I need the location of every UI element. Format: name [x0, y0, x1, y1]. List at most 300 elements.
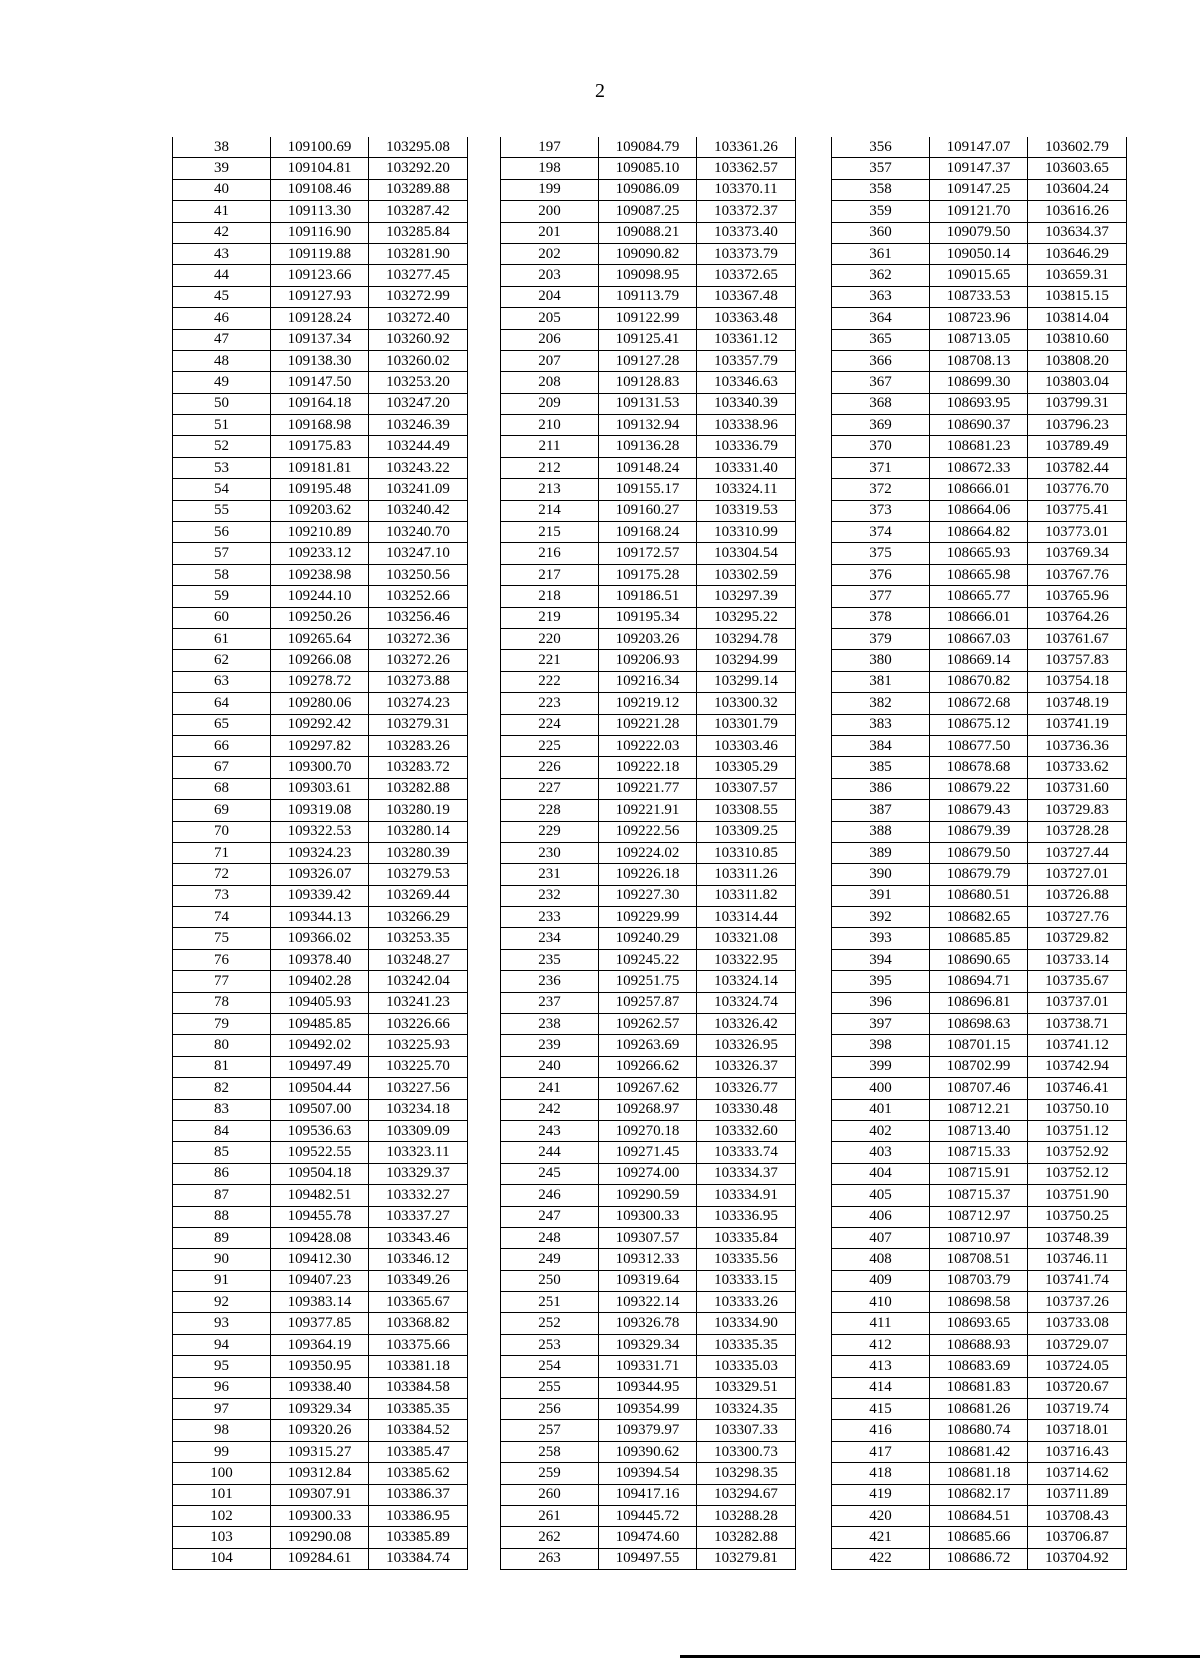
- point-number-cell: 83: [173, 1099, 271, 1120]
- point-number-cell: 375: [832, 543, 930, 564]
- x-coordinate-cell: 109262.57: [599, 1014, 697, 1035]
- y-coordinate-cell: 103776.70: [1028, 479, 1127, 500]
- x-coordinate-cell: 108685.85: [930, 928, 1028, 949]
- table-row: [501, 457, 796, 478]
- point-number-cell: 55: [173, 500, 271, 521]
- x-coordinate-cell: 108672.33: [930, 457, 1028, 478]
- table-row: [832, 821, 1127, 842]
- x-coordinate-cell: 108690.37: [930, 415, 1028, 436]
- point-number-cell: 368: [832, 393, 930, 414]
- point-number-cell: 199: [501, 179, 599, 200]
- y-coordinate-cell: 103736.36: [1028, 735, 1127, 756]
- point-number-cell: 420: [832, 1506, 930, 1527]
- y-coordinate-cell: 103741.74: [1028, 1270, 1127, 1291]
- x-coordinate-cell: 109319.08: [271, 800, 369, 821]
- table-row: [832, 1313, 1127, 1334]
- table-row: [173, 1120, 468, 1141]
- point-number-cell: 207: [501, 350, 599, 371]
- y-coordinate-cell: 103298.35: [697, 1463, 796, 1484]
- table-row: [173, 1356, 468, 1377]
- table-row: [501, 1056, 796, 1077]
- x-coordinate-cell: 109148.24: [599, 457, 697, 478]
- point-number-cell: 391: [832, 885, 930, 906]
- point-number-cell: 404: [832, 1163, 930, 1184]
- x-coordinate-cell: 108665.77: [930, 586, 1028, 607]
- point-number-cell: 104: [173, 1548, 271, 1569]
- table-row: [832, 693, 1127, 714]
- table-row: [832, 1014, 1127, 1035]
- table-row: [173, 842, 468, 863]
- point-number-cell: 260: [501, 1484, 599, 1505]
- x-coordinate-cell: 108713.40: [930, 1120, 1028, 1141]
- y-coordinate-cell: 103375.66: [369, 1334, 468, 1355]
- table-row: [501, 415, 796, 436]
- point-number-cell: 242: [501, 1099, 599, 1120]
- table-row: [173, 928, 468, 949]
- point-number-cell: 98: [173, 1420, 271, 1441]
- y-coordinate-cell: 103277.45: [369, 265, 468, 286]
- table-row: [501, 650, 796, 671]
- y-coordinate-cell: 103373.79: [697, 243, 796, 264]
- point-number-cell: 238: [501, 1014, 599, 1035]
- point-number-cell: 48: [173, 350, 271, 371]
- y-coordinate-cell: 103796.23: [1028, 415, 1127, 436]
- y-coordinate-cell: 103324.35: [697, 1399, 796, 1420]
- y-coordinate-cell: 103754.18: [1028, 671, 1127, 692]
- y-coordinate-cell: 103305.29: [697, 757, 796, 778]
- y-coordinate-cell: 103336.95: [697, 1206, 796, 1227]
- y-coordinate-cell: 103295.08: [369, 137, 468, 158]
- y-coordinate-cell: 103384.52: [369, 1420, 468, 1441]
- point-number-cell: 399: [832, 1056, 930, 1077]
- table-row: [501, 329, 796, 350]
- y-coordinate-cell: 103814.04: [1028, 308, 1127, 329]
- x-coordinate-cell: 108664.06: [930, 500, 1028, 521]
- table-row: [832, 1292, 1127, 1313]
- table-row: [501, 201, 796, 222]
- table-row: [832, 1078, 1127, 1099]
- table-row: [501, 821, 796, 842]
- y-coordinate-cell: 103326.95: [697, 1035, 796, 1056]
- table-row: [832, 372, 1127, 393]
- table-row: [832, 1463, 1127, 1484]
- table-row: [173, 1227, 468, 1248]
- y-coordinate-cell: 103733.14: [1028, 949, 1127, 970]
- point-number-cell: 85: [173, 1142, 271, 1163]
- table-row: [501, 522, 796, 543]
- point-number-cell: 223: [501, 693, 599, 714]
- point-number-cell: 415: [832, 1399, 930, 1420]
- point-number-cell: 224: [501, 714, 599, 735]
- x-coordinate-cell: 109168.98: [271, 415, 369, 436]
- y-coordinate-cell: 103729.83: [1028, 800, 1127, 821]
- point-number-cell: 255: [501, 1377, 599, 1398]
- y-coordinate-cell: 103708.43: [1028, 1506, 1127, 1527]
- x-coordinate-cell: 108675.12: [930, 714, 1028, 735]
- point-number-cell: 403: [832, 1142, 930, 1163]
- point-number-cell: 240: [501, 1056, 599, 1077]
- point-number-cell: 54: [173, 479, 271, 500]
- point-number-cell: 414: [832, 1377, 930, 1398]
- point-number-cell: 41: [173, 201, 271, 222]
- x-coordinate-cell: 109084.79: [599, 137, 697, 158]
- x-coordinate-cell: 109270.18: [599, 1120, 697, 1141]
- y-coordinate-cell: 103300.32: [697, 693, 796, 714]
- x-coordinate-cell: 109128.24: [271, 308, 369, 329]
- table-row: [501, 1270, 796, 1291]
- table-row: [832, 1227, 1127, 1248]
- x-coordinate-cell: 109079.50: [930, 222, 1028, 243]
- point-number-cell: 230: [501, 842, 599, 863]
- x-coordinate-cell: 109216.34: [599, 671, 697, 692]
- point-number-cell: 229: [501, 821, 599, 842]
- x-coordinate-cell: 109221.91: [599, 800, 697, 821]
- y-coordinate-cell: 103253.35: [369, 928, 468, 949]
- table-row: [832, 1120, 1127, 1141]
- x-coordinate-cell: 108667.03: [930, 628, 1028, 649]
- x-coordinate-cell: 108665.98: [930, 564, 1028, 585]
- table-row: [501, 1014, 796, 1035]
- point-number-cell: 402: [832, 1120, 930, 1141]
- y-coordinate-cell: 103385.35: [369, 1399, 468, 1420]
- x-coordinate-cell: 108665.93: [930, 543, 1028, 564]
- point-number-cell: 219: [501, 607, 599, 628]
- table-row: [173, 1548, 468, 1569]
- y-coordinate-cell: 103729.07: [1028, 1334, 1127, 1355]
- y-coordinate-cell: 103324.11: [697, 479, 796, 500]
- table-row: [501, 1313, 796, 1334]
- y-coordinate-cell: 103272.40: [369, 308, 468, 329]
- point-number-cell: 69: [173, 800, 271, 821]
- y-coordinate-cell: 103727.76: [1028, 907, 1127, 928]
- point-number-cell: 389: [832, 842, 930, 863]
- y-coordinate-cell: 103310.85: [697, 842, 796, 863]
- table-row: [832, 928, 1127, 949]
- x-coordinate-cell: 109497.55: [599, 1548, 697, 1569]
- y-coordinate-cell: 103334.91: [697, 1185, 796, 1206]
- table-row: [173, 971, 468, 992]
- table-row: [173, 564, 468, 585]
- x-coordinate-cell: 109307.91: [271, 1484, 369, 1505]
- point-number-cell: 390: [832, 864, 930, 885]
- table-row: [501, 1463, 796, 1484]
- y-coordinate-cell: 103246.39: [369, 415, 468, 436]
- point-number-cell: 256: [501, 1399, 599, 1420]
- x-coordinate-cell: 109390.62: [599, 1441, 697, 1462]
- x-coordinate-cell: 109383.14: [271, 1292, 369, 1313]
- point-number-cell: 90: [173, 1249, 271, 1270]
- x-coordinate-cell: 109226.18: [599, 864, 697, 885]
- point-number-cell: 87: [173, 1185, 271, 1206]
- point-number-cell: 245: [501, 1163, 599, 1184]
- point-number-cell: 247: [501, 1206, 599, 1227]
- y-coordinate-cell: 103225.70: [369, 1056, 468, 1077]
- y-coordinate-cell: 103748.39: [1028, 1227, 1127, 1248]
- table-row: [832, 1548, 1127, 1569]
- x-coordinate-cell: 109315.27: [271, 1441, 369, 1462]
- x-coordinate-cell: 108713.05: [930, 329, 1028, 350]
- y-coordinate-cell: 103616.26: [1028, 201, 1127, 222]
- x-coordinate-cell: 109123.66: [271, 265, 369, 286]
- y-coordinate-cell: 103769.34: [1028, 543, 1127, 564]
- point-number-cell: 59: [173, 586, 271, 607]
- point-number-cell: 396: [832, 992, 930, 1013]
- table-row: [173, 885, 468, 906]
- y-coordinate-cell: 103335.03: [697, 1356, 796, 1377]
- x-coordinate-cell: 109394.54: [599, 1463, 697, 1484]
- point-number-cell: 369: [832, 415, 930, 436]
- x-coordinate-cell: 109155.17: [599, 479, 697, 500]
- y-coordinate-cell: 103752.92: [1028, 1142, 1127, 1163]
- table-row: [832, 500, 1127, 521]
- x-coordinate-cell: 109147.07: [930, 137, 1028, 158]
- y-coordinate-cell: 103752.12: [1028, 1163, 1127, 1184]
- point-number-cell: 96: [173, 1377, 271, 1398]
- coordinate-table-2: [500, 137, 796, 1570]
- x-coordinate-cell: 109504.18: [271, 1163, 369, 1184]
- x-coordinate-cell: 109210.89: [271, 522, 369, 543]
- point-number-cell: 84: [173, 1120, 271, 1141]
- table-row: [173, 1377, 468, 1398]
- point-number-cell: 197: [501, 137, 599, 158]
- x-coordinate-cell: 108688.93: [930, 1334, 1028, 1355]
- y-coordinate-cell: 103726.88: [1028, 885, 1127, 906]
- x-coordinate-cell: 109203.26: [599, 628, 697, 649]
- point-number-cell: 364: [832, 308, 930, 329]
- x-coordinate-cell: 109147.25: [930, 179, 1028, 200]
- point-number-cell: 412: [832, 1334, 930, 1355]
- table-row: [832, 415, 1127, 436]
- y-coordinate-cell: 103728.28: [1028, 821, 1127, 842]
- point-number-cell: 232: [501, 885, 599, 906]
- x-coordinate-cell: 109326.07: [271, 864, 369, 885]
- x-coordinate-cell: 109267.62: [599, 1078, 697, 1099]
- x-coordinate-cell: 109322.14: [599, 1292, 697, 1313]
- table-row: [832, 158, 1127, 179]
- x-coordinate-cell: 108715.37: [930, 1185, 1028, 1206]
- table-row: [501, 393, 796, 414]
- point-number-cell: 40: [173, 179, 271, 200]
- table-row: [173, 393, 468, 414]
- point-number-cell: 235: [501, 949, 599, 970]
- y-coordinate-cell: 103279.31: [369, 714, 468, 735]
- x-coordinate-cell: 109312.33: [599, 1249, 697, 1270]
- y-coordinate-cell: 103765.96: [1028, 586, 1127, 607]
- table-row: [501, 1484, 796, 1505]
- x-coordinate-cell: 108664.82: [930, 522, 1028, 543]
- point-number-cell: 75: [173, 928, 271, 949]
- y-coordinate-cell: 103714.62: [1028, 1463, 1127, 1484]
- table-row: [173, 1399, 468, 1420]
- point-number-cell: 47: [173, 329, 271, 350]
- y-coordinate-cell: 103273.88: [369, 671, 468, 692]
- y-coordinate-cell: 103253.20: [369, 372, 468, 393]
- y-coordinate-cell: 103280.14: [369, 821, 468, 842]
- x-coordinate-cell: 108679.43: [930, 800, 1028, 821]
- y-coordinate-cell: 103294.67: [697, 1484, 796, 1505]
- table-row: [173, 1506, 468, 1527]
- table-row: [832, 1185, 1127, 1206]
- point-number-cell: 205: [501, 308, 599, 329]
- x-coordinate-cell: 109329.34: [271, 1399, 369, 1420]
- x-coordinate-cell: 109271.45: [599, 1142, 697, 1163]
- point-number-cell: 51: [173, 415, 271, 436]
- x-coordinate-cell: 109522.55: [271, 1142, 369, 1163]
- point-number-cell: 49: [173, 372, 271, 393]
- x-coordinate-cell: 108708.13: [930, 350, 1028, 371]
- x-coordinate-cell: 109206.93: [599, 650, 697, 671]
- point-number-cell: 406: [832, 1206, 930, 1227]
- y-coordinate-cell: 103368.82: [369, 1313, 468, 1334]
- y-coordinate-cell: 103297.39: [697, 586, 796, 607]
- table-row: [173, 1142, 468, 1163]
- y-coordinate-cell: 103711.89: [1028, 1484, 1127, 1505]
- point-number-cell: 88: [173, 1206, 271, 1227]
- y-coordinate-cell: 103252.66: [369, 586, 468, 607]
- y-coordinate-cell: 103799.31: [1028, 393, 1127, 414]
- y-coordinate-cell: 103748.19: [1028, 693, 1127, 714]
- point-number-cell: 200: [501, 201, 599, 222]
- y-coordinate-cell: 103310.99: [697, 522, 796, 543]
- table-row: [501, 757, 796, 778]
- table-row: [173, 671, 468, 692]
- y-coordinate-cell: 103329.51: [697, 1377, 796, 1398]
- y-coordinate-cell: 103372.65: [697, 265, 796, 286]
- x-coordinate-cell: 108703.79: [930, 1270, 1028, 1291]
- table-row: [501, 265, 796, 286]
- y-coordinate-cell: 103716.43: [1028, 1441, 1127, 1462]
- x-coordinate-cell: 109222.18: [599, 757, 697, 778]
- x-coordinate-cell: 108666.01: [930, 479, 1028, 500]
- table-row: [173, 1270, 468, 1291]
- point-number-cell: 58: [173, 564, 271, 585]
- table-row: [501, 1334, 796, 1355]
- point-number-cell: 378: [832, 607, 930, 628]
- y-coordinate-cell: 103334.90: [697, 1313, 796, 1334]
- y-coordinate-cell: 103307.57: [697, 778, 796, 799]
- point-number-cell: 198: [501, 158, 599, 179]
- y-coordinate-cell: 103304.54: [697, 543, 796, 564]
- point-number-cell: 50: [173, 393, 271, 414]
- y-coordinate-cell: 103349.26: [369, 1270, 468, 1291]
- y-coordinate-cell: 103370.11: [697, 179, 796, 200]
- table-row: [501, 350, 796, 371]
- x-coordinate-cell: 109320.26: [271, 1420, 369, 1441]
- table-row: [501, 714, 796, 735]
- table-row: [173, 586, 468, 607]
- x-coordinate-cell: 109136.28: [599, 436, 697, 457]
- x-coordinate-cell: 109366.02: [271, 928, 369, 949]
- y-coordinate-cell: 103332.27: [369, 1185, 468, 1206]
- table-row: [832, 179, 1127, 200]
- y-coordinate-cell: 103283.26: [369, 735, 468, 756]
- x-coordinate-cell: 109280.06: [271, 693, 369, 714]
- x-coordinate-cell: 108684.51: [930, 1506, 1028, 1527]
- x-coordinate-cell: 109297.82: [271, 735, 369, 756]
- y-coordinate-cell: 103311.26: [697, 864, 796, 885]
- table-row: [501, 907, 796, 928]
- x-coordinate-cell: 109137.34: [271, 329, 369, 350]
- y-coordinate-cell: 103333.26: [697, 1292, 796, 1313]
- point-number-cell: 68: [173, 778, 271, 799]
- point-number-cell: 377: [832, 586, 930, 607]
- point-number-cell: 397: [832, 1014, 930, 1035]
- table-row: [832, 436, 1127, 457]
- point-number-cell: 220: [501, 628, 599, 649]
- x-coordinate-cell: 108669.14: [930, 650, 1028, 671]
- x-coordinate-cell: 109504.44: [271, 1078, 369, 1099]
- point-number-cell: 57: [173, 543, 271, 564]
- point-number-cell: 201: [501, 222, 599, 243]
- table-row: [501, 1185, 796, 1206]
- table-row: [832, 971, 1127, 992]
- table-row: [173, 286, 468, 307]
- x-coordinate-cell: 109266.08: [271, 650, 369, 671]
- x-coordinate-cell: 109417.16: [599, 1484, 697, 1505]
- point-number-cell: 227: [501, 778, 599, 799]
- y-coordinate-cell: 103288.28: [697, 1506, 796, 1527]
- y-coordinate-cell: 103741.12: [1028, 1035, 1127, 1056]
- table-row: [832, 671, 1127, 692]
- table-row: [173, 1163, 468, 1184]
- y-coordinate-cell: 103385.47: [369, 1441, 468, 1462]
- table-row: [173, 992, 468, 1013]
- point-number-cell: 38: [173, 137, 271, 158]
- x-coordinate-cell: 109181.81: [271, 457, 369, 478]
- table-row: [173, 1099, 468, 1120]
- table-row: [501, 864, 796, 885]
- table-row: [173, 650, 468, 671]
- table-row: [173, 778, 468, 799]
- x-coordinate-cell: 109319.64: [599, 1270, 697, 1291]
- x-coordinate-cell: 108702.99: [930, 1056, 1028, 1077]
- table-row: [501, 1420, 796, 1441]
- y-coordinate-cell: 103281.90: [369, 243, 468, 264]
- table-row: [832, 842, 1127, 863]
- y-coordinate-cell: 103362.57: [697, 158, 796, 179]
- point-number-cell: 405: [832, 1185, 930, 1206]
- point-number-cell: 79: [173, 1014, 271, 1035]
- table-row: [832, 1099, 1127, 1120]
- y-coordinate-cell: 103324.74: [697, 992, 796, 1013]
- point-number-cell: 244: [501, 1142, 599, 1163]
- table-row: [173, 864, 468, 885]
- point-number-cell: 358: [832, 179, 930, 200]
- table-row: [832, 714, 1127, 735]
- table-row: [173, 436, 468, 457]
- y-coordinate-cell: 103746.11: [1028, 1249, 1127, 1270]
- x-coordinate-cell: 109175.83: [271, 436, 369, 457]
- y-coordinate-cell: 103324.14: [697, 971, 796, 992]
- point-number-cell: 422: [832, 1548, 930, 1569]
- y-coordinate-cell: 103303.46: [697, 735, 796, 756]
- y-coordinate-cell: 103365.67: [369, 1292, 468, 1313]
- point-number-cell: 102: [173, 1506, 271, 1527]
- x-coordinate-cell: 109086.09: [599, 179, 697, 200]
- table-row: [501, 885, 796, 906]
- point-number-cell: 388: [832, 821, 930, 842]
- x-coordinate-cell: 109238.98: [271, 564, 369, 585]
- table-row: [173, 1292, 468, 1313]
- table-row: [173, 714, 468, 735]
- y-coordinate-cell: 103331.40: [697, 457, 796, 478]
- y-coordinate-cell: 103386.95: [369, 1506, 468, 1527]
- y-coordinate-cell: 103775.41: [1028, 500, 1127, 521]
- point-number-cell: 208: [501, 372, 599, 393]
- table-row: [501, 1099, 796, 1120]
- x-coordinate-cell: 109125.41: [599, 329, 697, 350]
- x-coordinate-cell: 109087.25: [599, 201, 697, 222]
